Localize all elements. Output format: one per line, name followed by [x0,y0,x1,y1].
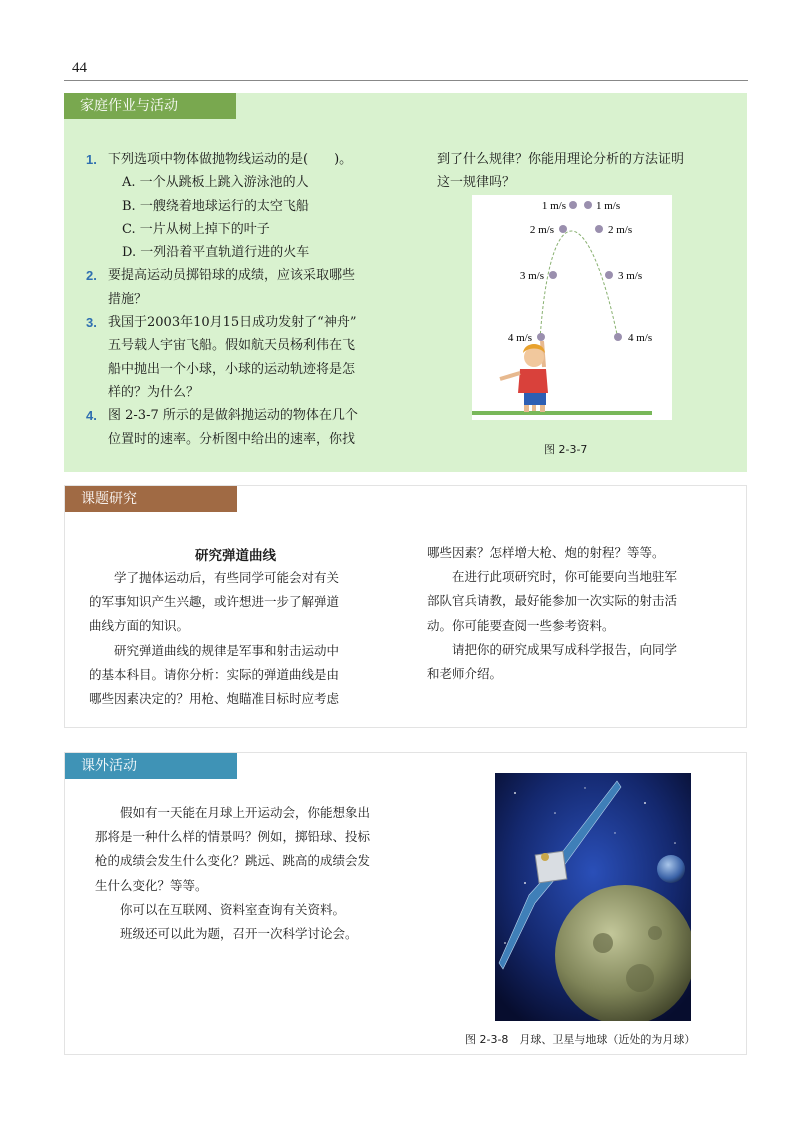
text-line: 曲线方面的知识。 [89,618,190,634]
text-line: 部队官兵请教，最好能参加一次实际的射击活 [427,593,678,609]
ground [472,411,652,415]
research-section [64,485,747,728]
ball [537,333,545,341]
speed-label: 4 m/s [628,332,653,344]
option-a: A. 一个从跳板上跳入游泳池的人 [122,175,309,191]
text-line: 班级还可以此为题，召开一次科学讨论会。 [120,926,358,942]
text-line: 哪些因素决定的？用枪、炮瞄准目标时应考虑 [89,691,340,707]
text-line: 位置时的速率。分析图中给出的速率，你找 [108,431,356,447]
text-line: 的军事知识产生兴趣，或许想进一步了解弹道 [89,594,340,610]
text-line: 措施？ [108,291,148,307]
research-title: 研究弹道曲线 [195,548,276,564]
option-d: D. 一列沿着平直轨道行进的火车 [122,245,310,261]
speed-label: 2 m/s [608,224,633,236]
text-line: 五号载人宇宙飞船。假如航天员杨利伟在飞 [108,338,356,354]
text-line: 到了什么规律？你能用理论分析的方法证明 [437,152,685,167]
text-line: 这一规律吗？ [437,175,516,191]
speed-label: 1 m/s [596,200,621,212]
text-line: 要提高运动员掷铅球的成绩，应该采取哪些 [108,268,356,284]
question-number: 2. [86,268,97,284]
ball [605,271,613,279]
ball [569,201,577,209]
question-text: 下列选项中物体做抛物线运动的是( )。 [108,152,353,167]
text-line: 生什么变化？等等。 [95,877,208,893]
ball [614,333,622,341]
ball [559,225,567,233]
speed-label: 2 m/s [529,224,554,236]
text-line: 哪些因素？怎样增大枪、炮的射程？等等。 [427,545,665,560]
projectile-figure [472,195,672,420]
question-number: 4. [86,408,97,424]
figure-2-3-7-caption: 图 2-3-7 [544,443,588,456]
homework-section [64,93,747,472]
text-line: 的基本科目。请你分析：实际的弹道曲线是由 [89,666,340,682]
research-left-column [89,566,419,711]
option-b: B. 一艘绕着地球运行的太空飞船 [122,198,309,214]
ball [595,225,603,233]
research-right-column [427,541,727,686]
text-line: 请把你的研究成果写成科学报告，向同学 [452,641,678,657]
question-3 [86,311,416,404]
speed-label: 3 m/s [618,270,643,282]
text-line: 我国于2003年10月15日成功发射了“神舟” [108,315,357,331]
research-header: 课题研究 [65,486,237,512]
ball [549,271,557,279]
text-line: 在进行此项研究时，你可能要向当地驻军 [452,569,678,585]
activity-section [64,752,747,1055]
speed-label: 3 m/s [519,270,544,282]
question-2 [86,264,416,311]
text-line: 你可以在互联网、资料室查询有关资料。 [120,901,346,917]
homework-header: 家庭作业与活动 [64,93,236,119]
speed-label: 1 m/s [541,200,566,212]
page-number: 44 [72,60,87,76]
text-line: 学了抛体运动后，有些同学可能会对有关 [114,570,340,585]
moon-satellite-earth-image [495,773,691,1021]
question-1 [86,148,416,171]
homework-questions [86,148,416,451]
question-number: 1. [86,152,97,167]
activity-text [95,801,415,946]
text-line: 动。你可能要查阅一些参考资料。 [427,617,615,633]
question-number: 3. [86,315,97,331]
option-c: C. 一片从树上掉下的叶子 [122,221,270,237]
question-4 [86,404,416,451]
figure-2-3-8-caption: 图 2-3-8 月球、卫星与地球（近处的为月球） [465,1033,696,1046]
text-line: 样的？为什么？ [108,384,200,400]
ball [584,201,592,209]
text-line: 图 2-3-7 所示的是做斜抛运动的物体在几个 [108,408,358,424]
figure-background [472,195,672,420]
text-line: 枪的成绩会发生什么变化？跳远、跳高的成绩会发 [95,853,371,869]
activity-header: 课外活动 [65,753,237,779]
text-line: 假如有一天能在月球上开运动会，你能想象出 [120,805,371,820]
speed-label: 4 m/s [507,332,532,344]
earth [657,855,685,883]
text-line: 船中抛出一个小球，小球的运动轨迹将是怎 [108,361,356,377]
question-4-continued [437,148,737,195]
text-line: 研究弹道曲线的规律是军事和射击运动中 [114,642,340,658]
header-rule [64,80,748,81]
text-line: 和老师介绍。 [427,666,503,682]
text-line: 那将是一种什么样的情景吗？例如，掷铅球、投标 [95,829,371,845]
